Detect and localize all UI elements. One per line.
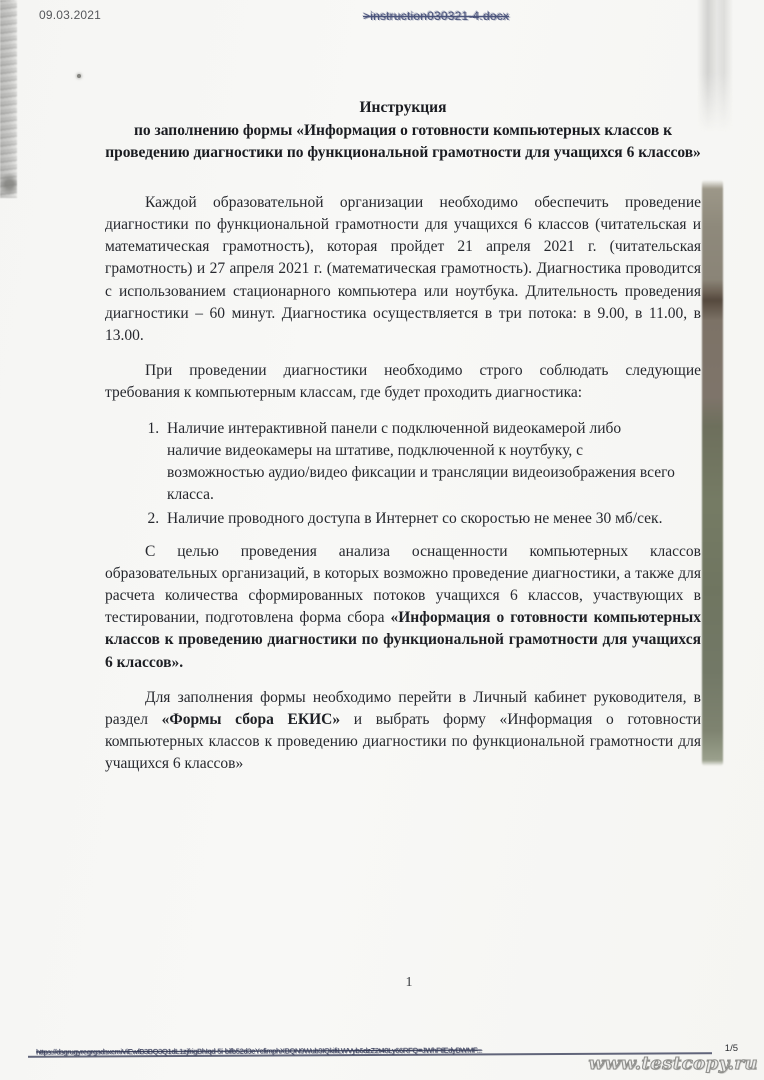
document-content xyxy=(105,0,701,994)
requirements-list xyxy=(105,418,701,531)
paragraph-requirements-intro: При проведении диагностики необходимо строго соблюдать следующие требования к компьютерным классам, где будет проходить диагностика: xyxy=(105,362,701,402)
print-header-date: 09.03.2021 xyxy=(39,8,102,22)
document-title-line1: Инструкция xyxy=(359,99,447,116)
document-title xyxy=(105,97,701,165)
print-header-filename: >instruction030321-4.docx xyxy=(363,9,510,23)
ekis-section-bold: «Формы сбора ЕКИС» xyxy=(161,711,341,729)
print-footer-page-indicator: 1/5 xyxy=(724,1043,738,1054)
paragraph-form-purpose xyxy=(105,541,701,674)
paragraph-how-to-fill-part1: Для заполнения формы необходимо перейти в Личный кабинет руководителя, в раздел xyxy=(105,688,701,729)
document-title-rest: по заполнению формы «Информация о готовности компьютерных классов к проведению диагностики по функциональной грамотности для учащихся 6 классов» xyxy=(105,121,701,162)
form-name-bold: «Информация о готовности компьютерных классов к проведению диагностики по функциональной грамотности для учащихся 6 классов». xyxy=(105,609,701,671)
scan-artifact-ink-dot xyxy=(77,74,81,78)
paragraph-form-purpose-text: С целью проведения анализа оснащенности компьютерных классов образовательных организаций, в которых возможно проведение диагностики, а также для расчета количества сформированных потоков учащихся 6 классов, участвующих в тестировании, подготовлена форма сбора xyxy=(105,542,701,627)
scan-artifact-top-right-strip xyxy=(697,0,733,132)
paragraph-how-to-fill xyxy=(105,687,701,776)
scan-artifact-right-binding-strip xyxy=(702,180,723,766)
print-footer-url: https://dsgrugyregrgsdsxcmiViEwfB3BQ3Q1dL1zjfrigBhIqd-5i-bifb52d3eYcfimphXBQN9Wub9IQkifiLWVyb6dzZ2t40Ly66RFQ=JWhFtlEdyBWMF... xyxy=(35,1045,482,1057)
list-item-internet-speed: 2. Наличие проводного доступа в Интернет со скоростью не менее 30 мб/сек. xyxy=(163,508,675,530)
scan-artifact-left-strip xyxy=(0,0,17,198)
page-number: 1 xyxy=(405,974,413,990)
testcopy-watermark: www.testcopy.ru xyxy=(588,1053,758,1074)
list-item-video-equipment: 1. Наличие интерактивной панели с подключенной видеокамерой либо наличие видеокамеры на штативе, подключенной к ноутбуку, с возможностью аудио/видео фиксации и трансляции видеоизображения всего класса. xyxy=(163,418,675,507)
paragraph-how-to-fill-part2: и выбрать форму «Информация о готовности компьютерных классов к проведению диагностики по функциональной грамотности для учащихся 6 классов» xyxy=(105,711,701,773)
paragraph-diagnostics-overview: Каждой образовательной организации необходимо обеспечить проведение диагностики по функциональной грамотности для учащихся 6 классов (читательская и математическая грамотность), которая пройдет 21 апреля 2021 г. (читательская грамотность) и 27 апреля 2021 г. (математическая грамотность). Диагностика проводится с использованием стационарного компьютера или ноутбука. Длительность проведения диагностики – 60 минут. Диагностика осуществляется в три потока: в 9.00, в 11.00, в 13.00. xyxy=(105,193,701,344)
